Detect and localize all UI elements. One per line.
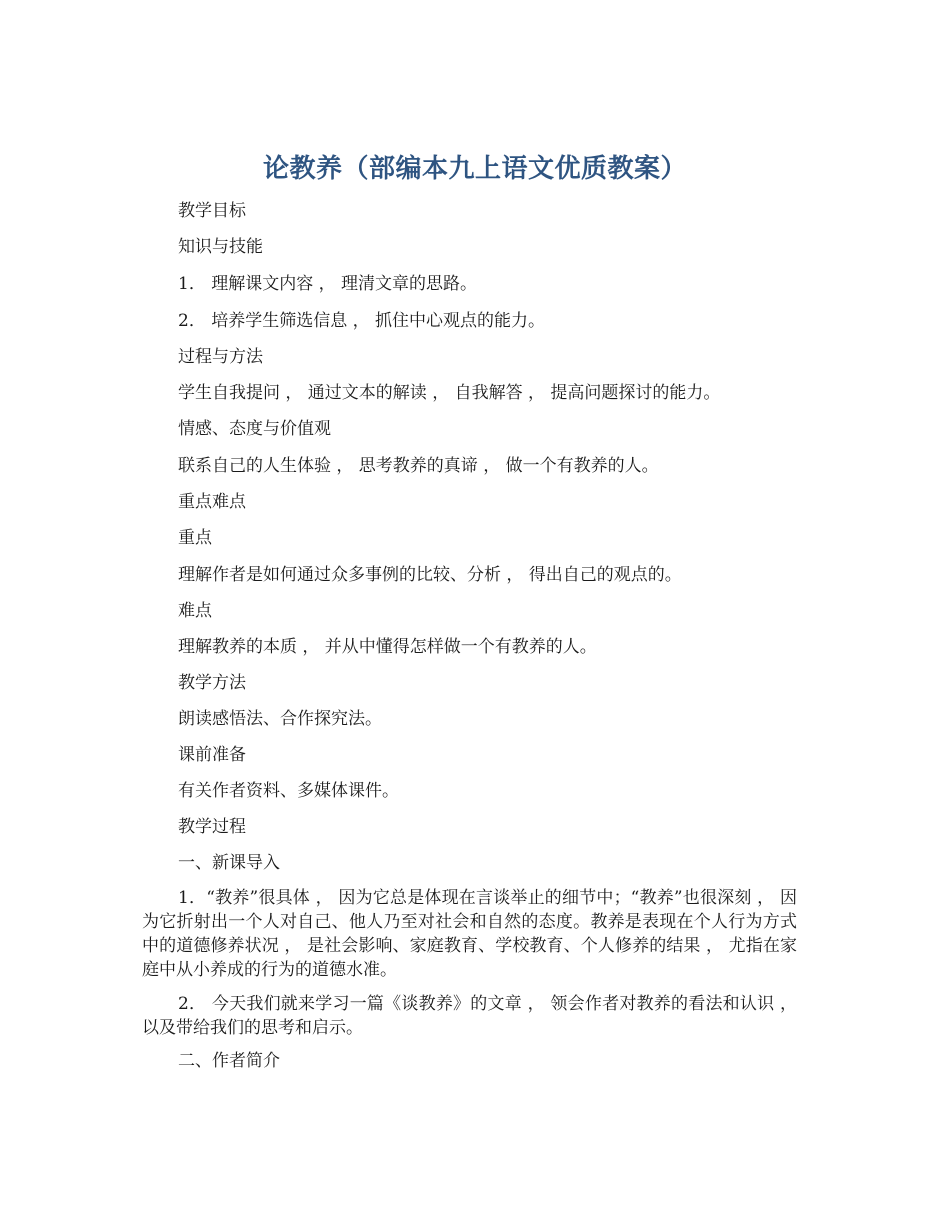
difficulties-text: 理解教养的本质 ， 并从中懂得怎样做一个有教养的人。 [178, 637, 597, 657]
heading-key-difficult: 重点难点 [178, 492, 246, 512]
heading-difficulties: 难点 [178, 601, 212, 621]
teaching-method-text: 朗读感悟法、合作探究法。 [178, 709, 382, 729]
document-title: 论教养（部编本九上语文优质教案） [262, 154, 687, 184]
preparation-text: 有关作者资料、多媒体课件。 [178, 781, 399, 801]
intro-paragraph-2: 2． 今天我们就来学习一篇《谈教养》的文章 ， 领会作者对教养的看法和认识 ， 以及带给我们的思考和启示。 [142, 994, 797, 1038]
heading-teaching-goals: 教学目标 [178, 201, 246, 221]
heading-new-lesson-intro: 一、新课导入 [178, 853, 280, 873]
heading-knowledge-skills: 知识与技能 [178, 237, 263, 257]
heading-preparation: 课前准备 [178, 745, 246, 765]
heading-author-intro: 二、作者简介 [178, 1051, 280, 1071]
heading-teaching-method: 教学方法 [178, 673, 246, 693]
key-points-text: 理解作者是如何通过众多事例的比较、分析 ， 得出自己的观点的。 [178, 565, 682, 585]
process-method-text: 学生自我提问 ， 通过文本的解读 ， 自我解答 ， 提高问题探讨的能力。 [178, 383, 721, 403]
emotion-values-text: 联系自己的人生体验 ， 思考教养的真谛 ， 做一个有教养的人。 [178, 456, 659, 476]
heading-emotion-values: 情感、态度与价值观 [178, 419, 331, 439]
goal-item-1: 1． 理解课文内容 ， 理清文章的思路。 [178, 274, 478, 294]
heading-process-method: 过程与方法 [178, 347, 263, 367]
heading-key-points: 重点 [178, 528, 212, 548]
intro-paragraph-1: 1．“教养”很具体 ， 因为它总是体现在言谈举止的细节中；“教养”也很深刻 ， 因为它折射出一个人对自己、他人乃至对社会和自然的态度。教养是表现在个人行为方式中的道德修养状况 ， 是社会影响、家庭教育、学校教育、个人修养的结果 ， 尤指在家庭中从小养成的行为的道德水准。 [142, 888, 797, 980]
goal-item-2: 2． 培养学生筛选信息 ， 抓住中心观点的能力。 [178, 311, 546, 331]
heading-teaching-process: 教学过程 [178, 817, 246, 837]
